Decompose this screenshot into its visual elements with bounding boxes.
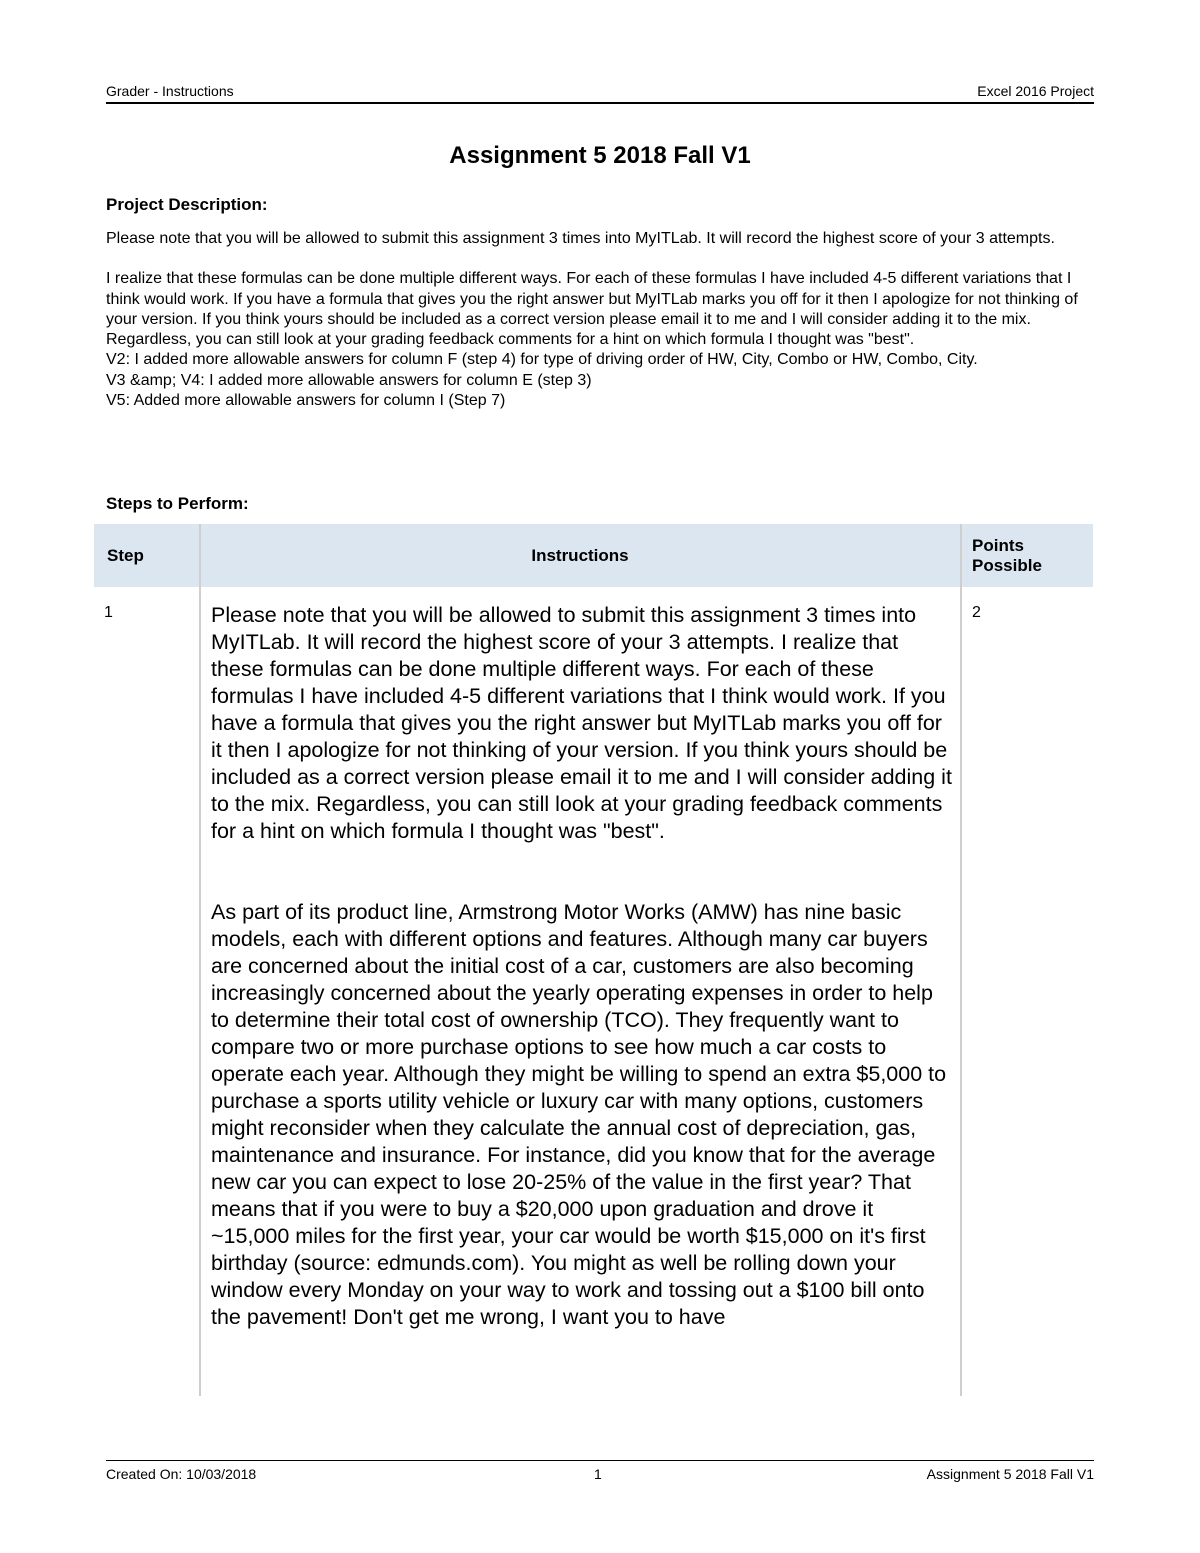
step-number: 1 (104, 604, 113, 621)
description-line: V2: I added more allowable answers for column F (step 4) for type of driving order of HW, City, Combo or HW, Combo, City. (106, 351, 978, 369)
column-header-instructions: Instructions (531, 546, 629, 565)
steps-table (94, 524, 1093, 1396)
column-divider (960, 524, 962, 1396)
header-right-text: Excel 2016 Project (977, 83, 1094, 99)
header-left-text: Grader - Instructions (106, 83, 234, 99)
page-header (106, 83, 1094, 104)
column-divider (199, 524, 201, 1396)
footer-document-title: Assignment 5 2018 Fall V1 (926, 1466, 1094, 1482)
description-paragraph: I realize that these formulas can be done multiple different ways. For each of these formulas I have included 4-5 different variations that I think would work. If you have a formula that gives you the right answer but MyITLab marks you off for it then I apologize for not thinking of your version. If you think yours should be included as a correct version please email it to me and I will consider adding it to the mix. (106, 270, 1078, 328)
description-line: Regardless, you can still look at your grading feedback comments for a hint on which formula I thought was "best". (106, 331, 915, 349)
instruction-paragraph: As part of its product line, Armstrong Motor Works (AMW) has nine basic models, each with different options and features. Although many car buyers are concerned about the initial cost of a car, customers are also becoming increasingly concerned about the yearly operating expenses in order to help to determine their total cost of ownership (TCO). They frequently want to compare two or more purchase options to see how much a car costs to operate each year. Although they might be willing to spend an extra $5,000 to purchase a sports utility vehicle or luxury car with many options, customers might reconsider when they calculate the annual cost of depreciation, gas, maintenance and insurance. For instance, did you know that for the average new car you can expect to lose 20-25% of the value in the first year? That means that if you were to buy a $20,000 upon graduation and drove it ~15,000 miles for the first year, your car would be worth $15,000 on it's first birthday (source: edmunds.com). You might as well be rolling down your window every Monday on your way to work and tossing out a $100 bill onto the pavement! Don't get me wrong, I want you to have (211, 900, 947, 1329)
description-line: V5: Added more allowable answers for column I (Step 7) (106, 392, 506, 410)
description-line: V3 &amp; V4: I added more allowable answers for column E (step 3) (106, 371, 592, 389)
description-paragraph: Please note that you will be allowed to submit this assignment 3 times into MyITLab. It will record the highest score of your 3 attempts. (106, 230, 1055, 247)
column-header-points: Points Possible (972, 536, 1042, 575)
table-header-row (94, 524, 1093, 587)
footer-rule (106, 1460, 1094, 1461)
project-description-heading: Project Description: (106, 195, 268, 214)
step-instructions (211, 602, 956, 1331)
points-possible: 2 (972, 604, 981, 621)
instruction-paragraph: Please note that you will be allowed to submit this assignment 3 times into MyITLab. It will record the highest score of your 3 attempts. I realize that these formulas can be done multiple different ways. For each of these formulas I have included 4-5 different variations that I think would work. If you have a formula that gives you the right answer but MyITLab marks you off for it then I apologize for not thinking of your version. If you think yours should be included as a correct version please email it to me and I will consider adding it to the mix. Regardless, you can still look at your grading feedback comments for a hint on which formula I thought was "best". (211, 603, 952, 843)
steps-heading: Steps to Perform: (106, 494, 249, 513)
footer-created-date: Created On: 10/03/2018 (106, 1466, 257, 1482)
project-description-body (106, 229, 1094, 411)
footer-page-number: 1 (594, 1466, 602, 1482)
document-title: Assignment 5 2018 Fall V1 (449, 142, 751, 169)
column-header-step: Step (107, 546, 144, 565)
